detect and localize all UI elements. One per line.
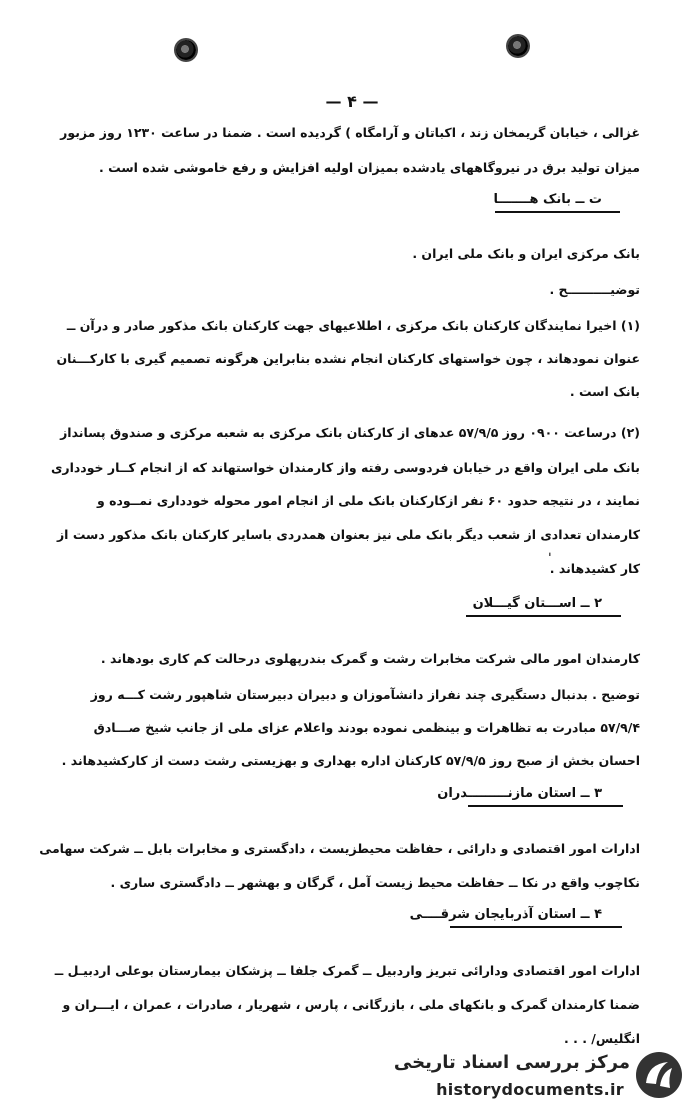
intro-line-2: میزان تولید برق در نیروگاههای یادشده بمیزان اولیه افزایش و رفع خاموشی شده است . [99,160,640,175]
punch-hole-right [508,36,528,56]
banks-p1-line-3: بانک است . [569,384,640,399]
banks-p2-line-3: نمایند ، در نتیجه حدود ۶۰ نفر ازکارکنان بانک ملی از انجام امور محوله خودداری نمــوده و [96,493,640,508]
page-number: — ۴ — [325,92,379,111]
banks-p2-line-4: کارمندان تعدادی از شعب دیگر بانک ملی نیز بعنوان همدردی باسایر کارکنان بانک مذکور دست از [56,527,640,542]
banks-p1-line-2: عنوان نمودهاند ، چون خواستهای کارکنان انجام نشده بنابراین هرگونه تصمیم گیری با کارکـــنان [56,351,640,366]
heading-banks-underline [495,211,620,213]
mazandaran-line-2: نکاچوب واقع در نکا ــ حفاظت محیط زیست آمل ، گرگان و بهشهر ــ دادگستری ساری . [110,875,640,890]
gilan-line-2: توضیح . بدنبال دستگیری چند نفراز دانشآموزان و دبیران دبیرستان شاهپور رشت کـــه روز [90,687,640,702]
azarbaijan-line-1: ادارات امور اقتصادی ودارائی تبریز واردبیل ــ گمرک جلفا ــ پزشکان بیمارستان بوعلی اردبیـل ــ [54,963,640,978]
banks-p2-line-5: کار کشیدهاند . [549,561,640,576]
azarbaijan-line-2: ضمنا کارمندان گمرک و بانکهای ملی ، بازرگانی ، پارس ، شهریار ، صادرات ، عمران ، ایـــران و [62,997,640,1012]
heading-azarbaijan-underline [450,926,622,928]
gilan-line-3: ۵۷/۹/۴ مبادرت به تظاهرات و بینظمی نموده بودند واعلام عزای ملی از جانب شیخ صـــادق [93,720,640,735]
punch-hole-left [176,40,196,60]
azarbaijan-line-3: انگلیس/ . . . [564,1031,640,1046]
watermark-persian-text: مرکز بررسی اسناد تاریخی [393,1052,630,1073]
intro-line-1: غزالی ، خیابان گریمخان زند ، اکباتان و آرامگاه ) گردیده است . ضمنا در ساعت ۱۲۳۰ روز مزبور [60,125,640,140]
watermark [380,1048,690,1106]
gilan-line-4: احسان بخش از صبح روز ۵۷/۹/۵ کارکنان اداره بهداری و بهزیستی رشت دست از کارکشیدهاند . [61,753,640,768]
heading-mazandaran-underline [468,805,623,807]
banks-p2-line-2: بانک ملی ایران واقع در خیابان فردوسی رفته واز کارمندان خواستهاند که از انجام کــار خودداری [50,460,640,475]
heading-gilan-underline [466,615,621,617]
heading-gilan: ۲ ــ اســـتان گیـــلان [472,596,602,611]
banks-explanation-label: توضیــــــــــح . [549,282,640,297]
handwritten-tick-mark: ˈ [548,551,552,565]
heading-mazandaran: ۳ ــ استان مازنـــــــــدران [437,786,602,801]
banks-p1-line-1: (۱) اخیرا نمایندگان کارکنان بانک مرکزی ، اطلاعیهای جهت کارکنان بانک مذکور صادر و درآن ــ [66,318,640,333]
gilan-line-1: کارمندان امور مالی شرکت مخابرات رشت و گمرک بندرپهلوی درحالت کم کاری بودهاند . [100,651,640,666]
banks-subject: بانک مرکزی ایران و بانک ملی ایران . [412,246,640,261]
mazandaran-line-1: ادارات امور اقتصادی و دارائی ، حفاظت محیطزیست ، دادگستری و مخابرات بابل ــ شرکت سهامی [39,841,640,856]
banks-p2-line-1: (۲) درساعت ۰۹۰۰ روز ۵۷/۹/۵ عدهای از کارکنان بانک مرکزی به شعبه مرکزی و صندوق پسانداز [60,425,640,440]
heading-azarbaijan: ۴ ــ استان آذربایجان شرقــــی [409,907,602,922]
watermark-english-text: historydocuments.ir [436,1080,624,1099]
heading-banks: ت ــ بانک هـــــــا [493,192,602,207]
archive-logo-icon [634,1050,684,1100]
